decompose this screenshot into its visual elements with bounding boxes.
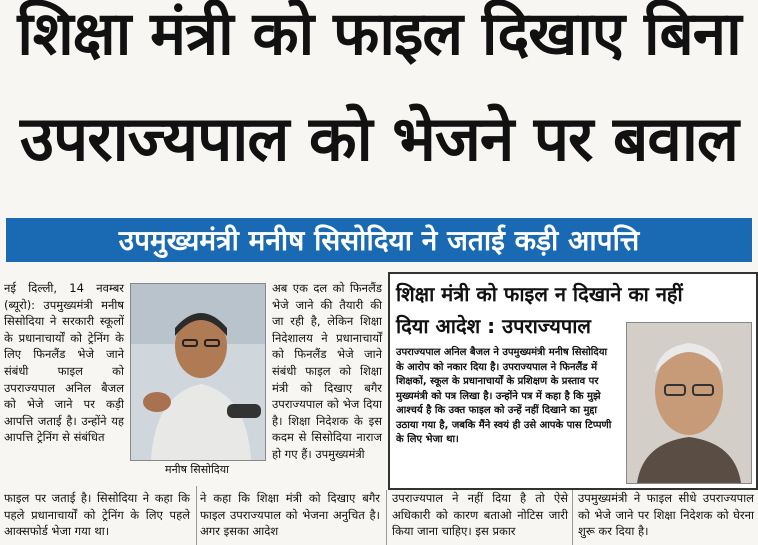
article-column-2 [272,280,382,463]
box-title-line-1: शिक्षा मंत्री को फाइल न दिखाने का नहीं [396,282,683,306]
column-divider [386,490,387,545]
photo-caption: मनीष सिसोदिया [165,463,229,476]
sidebar-box [388,272,758,490]
box-body [396,346,616,448]
portrait-illustration [131,284,265,460]
column-divider [196,486,197,545]
baijal-photo [626,322,752,484]
headline-line-1: शिक्षा मंत्री को फाइल दिखाए बिना [17,0,741,69]
subheadline-banner [6,218,752,262]
subheadline-text: उपमुख्यमंत्री मनीष सिसोदिया ने जताई कड़ी आपत्ति [118,224,640,257]
sisodia-photo [130,283,266,461]
bottom-column-1 [4,490,190,540]
column-divider [572,490,573,545]
bottom-text-4: उपमुख्यमंत्री ने फाइल सीधे उपराज्यपाल को भेजे जाने पर शिक्षा निदेशक को घेरना शुरू कर दिया है। [578,491,754,539]
column-2-text: अब एक दल को फिनलैंड भेजे जाने की तैयारी की जा रही है, लेकिन शिक्षा निदेशालय ने प्रधानाचार्यों को फिनलैंड भेजे जाने संबंधी फाइल को शिक्षा मंत्री को दिखाए बगैर उपराज्यपाल को भेज दिया है। शिक्षा निदेशक के इस कदम से सिसोदिया नाराज हो गए हैं। उपमुख्यमंत्री [272,281,382,461]
bottom-column-4 [578,490,754,540]
box-body-text: उपराज्यपाल अनिल बैजल ने उपमुख्यमंत्री मनीष सिसोदिया के आरोप को नकार दिया है। उपराज्यपाल ने फिनलैंड में शिक्षकों, स्कूल के प्रधानाचार्यों के प्रशिक्षण के प्रस्ताव पर मुख्यमंत्री को पत्र लिखा है। उन्होंने पत्र में कहा है कि मुझे आश्चर्य है कि उक्त फाइल को उन्हें नहीं दिखाने का मुद्दा उठाया गया है, जबकि मैंने स्वयं ही उसे आपके पास टिप्पणी के लिए भेजा था। [396,347,612,445]
bottom-column-2 [200,490,380,540]
column-1-text: नई दिल्ली, 14 नवम्बर (ब्यूरो): उपमुख्यमंत्री मनीष सिसोदिया ने सरकारी स्कूलों के प्रधानाचार्यों को ट्रेनिंग के लिए फिनलैंड भेजे जाने संबंधी फाइल को उपराज्यपाल अनिल बैजल को भेजे जाने पर कड़ी आपत्ति जताई है। उन्होंने यह आपत्ति ट्रेनिंग से संबंधित [4,281,124,445]
article-column-1 [4,280,124,446]
bottom-text-3: उपराज्यपाल ने नहीं दिया है तो ऐसे अधिकारी को कारण बताओ नोटिस जारी किया जाना चाहिए। इस प्रकार [392,491,568,539]
bottom-text-1: फाइल पर जताई है। सिसोदिया ने कहा कि पहले प्रधानाचार्यों को ट्रेनिंग के लिए पहले आक्सफोर्ड भेजा गया था। [4,491,190,539]
bottom-column-3 [392,490,568,540]
headline-line-2: उपराज्यपाल को भेजने पर बवाल [20,102,738,175]
bottom-text-2: ने कहा कि शिक्षा मंत्री को दिखाए बगैर फाइल उपराज्यपाल को भेजना अनुचित है। अगर इसका आदेश [200,491,380,539]
portrait-illustration-2 [627,323,751,483]
box-title-line-2: दिया आदेश : उपराज्यपाल [396,314,591,338]
